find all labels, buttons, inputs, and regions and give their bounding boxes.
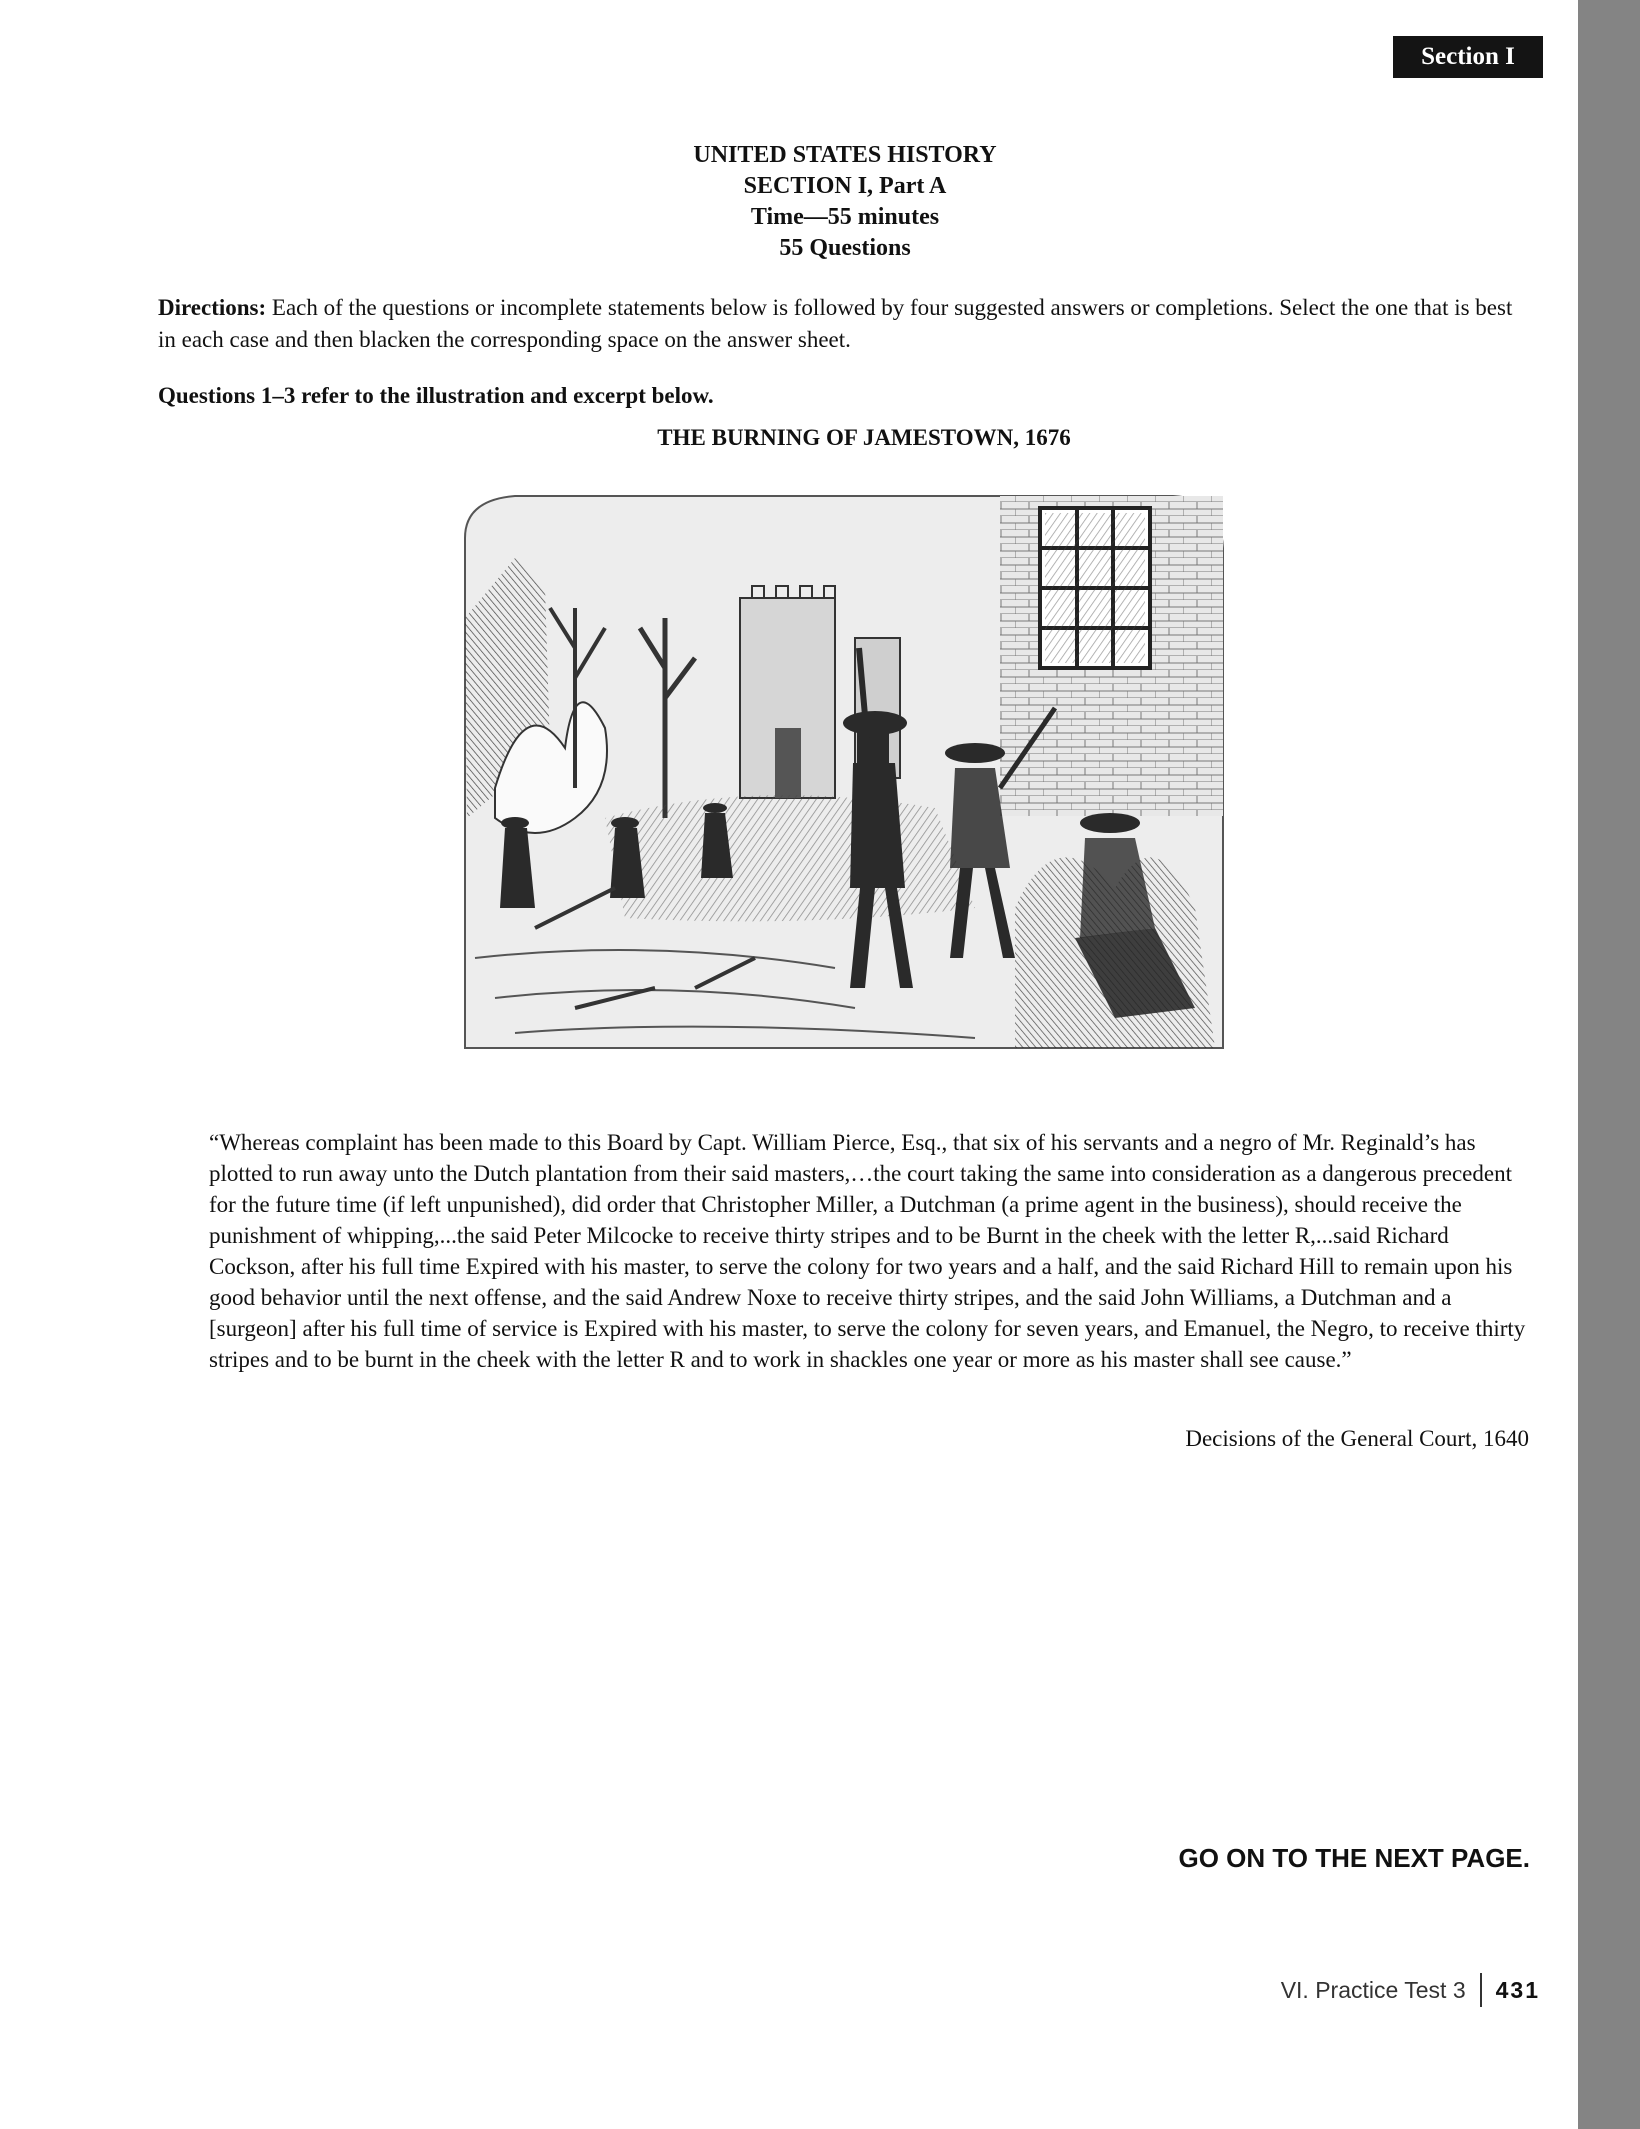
questions-reference: Questions 1–3 refer to the illustration and excerpt below.: [158, 383, 714, 408]
excerpt-attribution: Decisions of the General Court, 1640: [1185, 1426, 1529, 1451]
go-on-notice: GO ON TO THE NEXT PAGE.: [1178, 1843, 1530, 1873]
side-margin-bar: [1578, 0, 1640, 2129]
jamestown-engraving: [455, 488, 1230, 1058]
header-question-count: 55 Questions: [779, 235, 911, 261]
directions-label: Directions:: [158, 295, 267, 320]
test-header: [0, 140, 1640, 264]
footer-divider: [1480, 1973, 1482, 2007]
page-number: 431: [1495, 1976, 1540, 2003]
header-time: Time—55 minutes: [750, 204, 940, 230]
header-section: SECTION I, Part A: [743, 173, 947, 199]
header-subject: UNITED STATES HISTORY: [693, 142, 997, 168]
primary-source-excerpt: “Whereas complaint has been made to this Board by Capt. William Pierce, Esq., that six of his servants and a negro of Mr. Reginald’s has plotted to run away unto the Dutch plantation from their said masters,…the court taking the same into consideration as a dangerous precedent for the future time (if left unpunished), did order that Christopher Miller, a Dutchman (a prime agent in the business), should receive the punishment of whipping,...the said Peter Milcocke to receive thirty stripes and to be Burnt in the cheek with the letter R,...said Richard Cockson, after his full time Expired with his master, to serve the colony for two years and a half, and the said Richard Hill to remain upon his good behavior until the next offense, and the said Andrew Noxe to receive thirty stripes, and the said John Williams, a Dutchman and a [surgeon] after his full time of service is Expired with his master, to serve the colony for seven years, and Emanuel, the Negro, to receive thirty stripes and to be burnt in the cheek with the letter R and to work in shackles one year or more as his master shall see cause.”: [209, 1130, 1526, 1372]
page-footer: [1281, 1973, 1540, 2007]
section-tab: Section I: [1393, 36, 1543, 78]
directions: [158, 292, 1528, 356]
footer-chapter: VI. Practice Test 3: [1280, 1976, 1466, 2003]
directions-text: Each of the questions or incomplete statements below is followed by four suggested answers or completions. Select the one that is best in each case and then blacken the corresponding space on the answer sheet.: [158, 295, 1513, 352]
illustration-title: THE BURNING OF JAMESTOWN, 1676: [657, 425, 1071, 450]
